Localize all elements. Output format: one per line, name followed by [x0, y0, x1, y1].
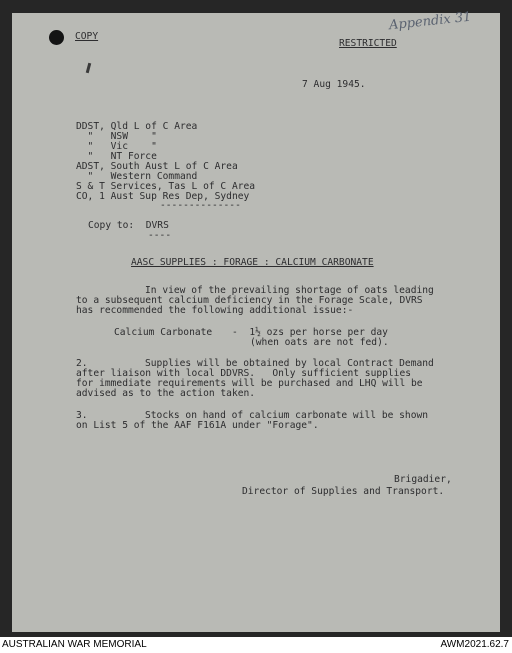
- addressee-line: CO, 1 Aust Sup Res Dep, Sydney: [76, 191, 250, 202]
- footer-accession-number: AWM2021.62.7: [440, 639, 509, 650]
- signature-rank: Brigadier,: [394, 474, 452, 485]
- paragraph-3-line: Stocks on hand of calcium carbonate will be shown: [145, 410, 429, 421]
- item-note: (when oats are not fed).: [250, 337, 389, 348]
- paragraph-1-line: to a subsequent calcium deficiency in the Forage Scale, DVRS: [76, 295, 423, 306]
- paragraph-3-number: 3.: [76, 410, 88, 421]
- restricted-marking: RESTRICTED: [339, 38, 397, 49]
- paragraph-2-line: advised as to the action taken.: [76, 388, 256, 399]
- addressee-line: " Vic ": [76, 141, 157, 152]
- punch-hole: [49, 30, 64, 45]
- addressee-line: DDST, Qld L of C Area: [76, 121, 198, 132]
- footer-institution: AUSTRALIAN WAR MEMORIAL: [2, 639, 147, 650]
- addressee-line: " NT Force: [76, 151, 157, 162]
- item-detail: - 1½ ozs per horse per day: [232, 327, 388, 338]
- appendix-annotation: Appendix 31: [388, 9, 473, 34]
- subject-heading: AASC SUPPLIES : FORAGE : CALCIUM CARBONATE: [131, 257, 374, 268]
- paragraph-3-line: on List 5 of the AAF F161A under "Forage".: [76, 420, 319, 431]
- document-page: [12, 9, 500, 632]
- paragraph-1-line: In view of the prevailing shortage of oats leading: [145, 285, 434, 296]
- paragraph-2-line: after liaison with local DDVRS. Only sufficient supplies: [76, 368, 412, 379]
- copy-label: COPY: [75, 31, 99, 42]
- archive-footer: [0, 637, 512, 653]
- paragraph-2-line: Supplies will be obtained by local Contract Demand: [145, 358, 434, 369]
- paragraph-2-line: for immediate requirements will be purchased and LHQ will be: [76, 378, 423, 389]
- addressee-line: " NSW ": [76, 131, 157, 142]
- copy-to-rule: ----: [148, 230, 172, 241]
- addressee-line: ADST, South Aust L of C Area: [76, 161, 238, 172]
- signature-title: Director of Supplies and Transport.: [242, 486, 445, 497]
- paragraph-2-number: 2.: [76, 358, 88, 369]
- paragraph-1-line: has recommended the following additional issue:-: [76, 305, 354, 316]
- addressee-line: " Western Command: [76, 171, 198, 182]
- item-name: Calcium Carbonate: [114, 327, 213, 338]
- copy-to-line: Copy to: DVRS: [88, 220, 169, 231]
- document-date: 7 Aug 1945.: [302, 79, 366, 90]
- addressee-line: S & T Services, Tas L of C Area: [76, 181, 256, 192]
- addressee-rule: --------------: [160, 200, 241, 211]
- ink-mark: [86, 63, 91, 73]
